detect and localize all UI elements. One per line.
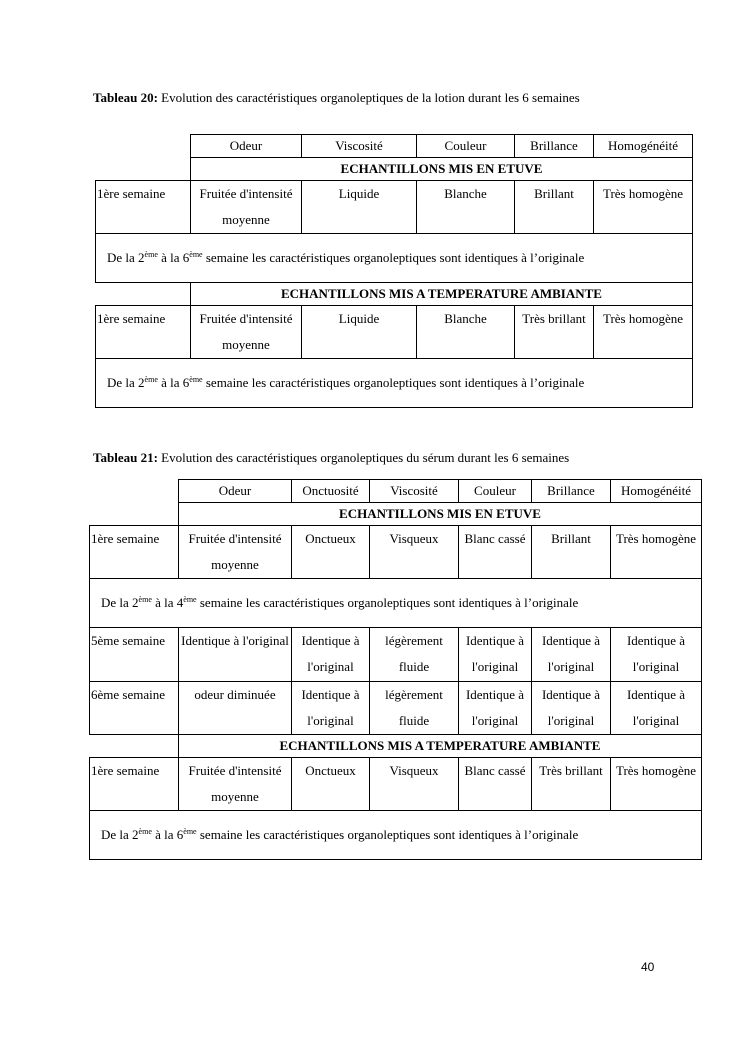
table-cell: Brillant	[515, 181, 594, 234]
week-label: 1ère semaine	[96, 181, 191, 234]
empty-corner-cell	[96, 135, 191, 158]
table21-caption-label: Tableau 21:	[93, 450, 158, 465]
table20-header-cell: Brillance	[515, 135, 594, 158]
table-row	[96, 181, 693, 234]
table-cell: Très homogène	[611, 526, 702, 579]
section-title: ECHANTILLONS MIS A TEMPERATURE AMBIANTE	[191, 283, 693, 306]
table-row	[90, 758, 702, 811]
note-text: à la 6	[151, 827, 184, 842]
note-text: De la 2	[101, 827, 139, 842]
note-cell	[96, 234, 693, 283]
table-cell: Très brillant	[532, 758, 611, 811]
table-cell: Identique à l'original	[179, 628, 292, 682]
note-row	[96, 359, 693, 408]
table-cell: Très homogène	[594, 181, 693, 234]
note-text: à la 4	[151, 595, 184, 610]
table20-section1-title-row	[96, 158, 693, 181]
table-cell: Liquide	[302, 181, 417, 234]
table-row	[90, 628, 702, 682]
table-cell: Fruitée d'intensité moyenne	[191, 181, 302, 234]
table-cell: Très homogène	[594, 306, 693, 359]
note-sup: ème	[144, 375, 158, 384]
table-cell: Blanc cassé	[459, 526, 532, 579]
note-text: à la 6	[157, 250, 190, 265]
week-label: 6ème semaine	[90, 682, 179, 735]
note-row	[90, 579, 702, 628]
note-sup: ème	[183, 827, 197, 836]
week-label: 1ère semaine	[96, 306, 191, 359]
table-cell: Identique à l'original	[459, 682, 532, 735]
table-cell: Identique à l'original	[532, 628, 611, 682]
note-sup: ème	[189, 375, 203, 384]
note-text: semaine les caractéristiques organoleptiques sont identiques à l’originale	[202, 250, 585, 265]
table-cell: Identique à l'original	[292, 682, 370, 735]
table21-header-cell: Viscosité	[370, 480, 459, 503]
table-cell: Blanche	[417, 306, 515, 359]
table21-caption-text: Evolution des caractéristiques organoleptiques du sérum durant les 6 semaines	[157, 450, 570, 465]
table20-header-row	[96, 135, 693, 158]
table21-caption	[93, 450, 569, 466]
table-cell: Fruitée d'intensité moyenne	[191, 306, 302, 359]
table-row	[96, 306, 693, 359]
note-text: à la 6	[157, 375, 190, 390]
note-text: De la 2	[101, 595, 139, 610]
table-cell: Très brillant	[515, 306, 594, 359]
table-cell: Identique à l'original	[532, 682, 611, 735]
table-cell: Liquide	[302, 306, 417, 359]
table-row	[90, 526, 702, 579]
week-label: 1ère semaine	[90, 526, 179, 579]
week-label: 1ère semaine	[90, 758, 179, 811]
section-title: ECHANTILLONS MIS EN ETUVE	[191, 158, 693, 181]
table-cell: Blanche	[417, 181, 515, 234]
table21-header-row	[90, 480, 702, 503]
week-label: 5ème semaine	[90, 628, 179, 682]
note-text: semaine les caractéristiques organoleptiques sont identiques à l’originale	[196, 595, 579, 610]
table21-header-cell: Couleur	[459, 480, 532, 503]
table20-header-cell: Odeur	[191, 135, 302, 158]
table-cell: Identique à l'original	[611, 682, 702, 735]
note-sup: ème	[138, 827, 152, 836]
table20	[95, 134, 693, 408]
table-cell: Onctueux	[292, 526, 370, 579]
table-cell: Onctueux	[292, 758, 370, 811]
table20-header-cell: Viscosité	[302, 135, 417, 158]
table-row	[90, 682, 702, 735]
table-cell: Visqueux	[370, 526, 459, 579]
table-cell: Identique à l'original	[611, 628, 702, 682]
page-number: 40	[641, 960, 655, 974]
note-text: semaine les caractéristiques organoleptiques sont identiques à l’originale	[202, 375, 585, 390]
note-sup: ème	[183, 595, 197, 604]
table-cell: légèrement fluide	[370, 682, 459, 735]
note-cell	[90, 811, 702, 860]
table21-header-cell: Homogénéité	[611, 480, 702, 503]
section-title: ECHANTILLONS MIS A TEMPERATURE AMBIANTE	[179, 735, 702, 758]
table-cell: Visqueux	[370, 758, 459, 811]
note-cell	[96, 359, 693, 408]
table21-section2-title-row	[90, 735, 702, 758]
table21-section1-title-row	[90, 503, 702, 526]
empty-corner-cell	[90, 480, 179, 503]
note-sup: ème	[144, 250, 158, 259]
table20-section2-title-row	[96, 283, 693, 306]
section-title: ECHANTILLONS MIS EN ETUVE	[179, 503, 702, 526]
table21-header-cell: Odeur	[179, 480, 292, 503]
table20-caption-label: Tableau 20:	[93, 90, 158, 105]
table-cell: Identique à l'original	[459, 628, 532, 682]
table21	[89, 479, 702, 860]
table-cell: Blanc cassé	[459, 758, 532, 811]
note-text: semaine les caractéristiques organoleptiques sont identiques à l’originale	[196, 827, 579, 842]
table20-caption-text: Evolution des caractéristiques organoleptiques de la lotion durant les 6 semaines	[157, 90, 580, 105]
note-sup: ème	[189, 250, 203, 259]
note-row	[96, 234, 693, 283]
table20-header-cell: Homogénéité	[594, 135, 693, 158]
note-cell	[90, 579, 702, 628]
table20-caption	[93, 90, 580, 106]
table-cell: odeur diminuée	[179, 682, 292, 735]
note-row	[90, 811, 702, 860]
table-cell: Fruitée d'intensité moyenne	[179, 526, 292, 579]
note-sup: ème	[138, 595, 152, 604]
table-cell: Fruitée d'intensité moyenne	[179, 758, 292, 811]
table20-header-cell: Couleur	[417, 135, 515, 158]
table-cell: Identique à l'original	[292, 628, 370, 682]
table-cell: Brillant	[532, 526, 611, 579]
table21-header-cell: Brillance	[532, 480, 611, 503]
table-cell: Très homogène	[611, 758, 702, 811]
note-text: De la 2	[107, 375, 145, 390]
table-cell: légèrement fluide	[370, 628, 459, 682]
table21-header-cell: Onctuosité	[292, 480, 370, 503]
note-text: De la 2	[107, 250, 145, 265]
